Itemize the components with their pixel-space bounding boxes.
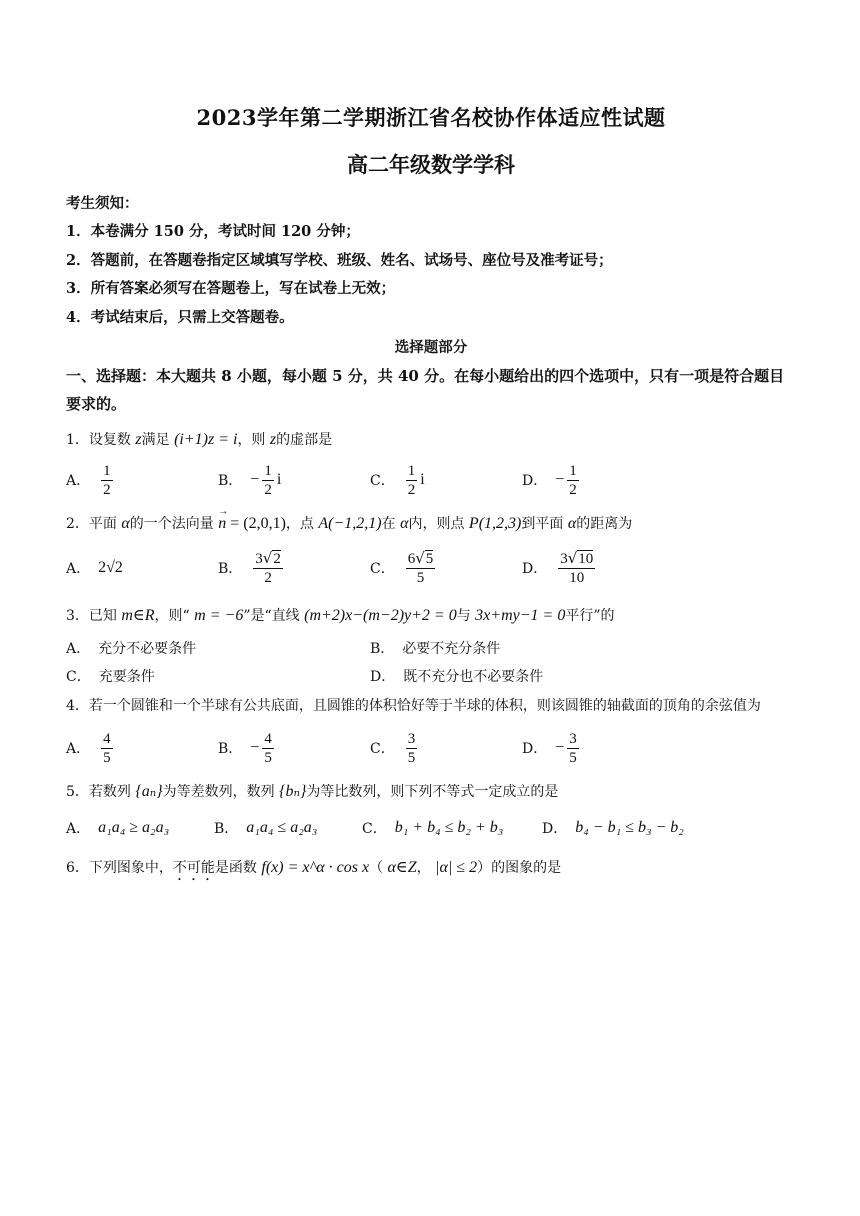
option-a[interactable]: A． a₁a₄ ≥ a₂a₃ [66, 819, 170, 837]
option-b[interactable]: B． $\frac{3√2}{2}$ [218, 549, 281, 586]
section-title: 选择题部分 [394, 339, 468, 356]
option-c[interactable]: C． $\frac{6√5}{5}$ [370, 549, 434, 586]
option-b[interactable]: B． 必要不充分条件 [370, 641, 501, 657]
option-a[interactable]: A． 2√2 [66, 559, 123, 577]
option-d[interactable]: D． − $\frac{1}{2}$ [522, 462, 577, 498]
question-2: 2．平面 α的一个法向量 → n = (2,0,1)，点 A(−1,2,1)在 α内，则点 P(1,2,3)到平面 α的距离为 [66, 512, 796, 536]
question-1: 1．设复数 z满足 (i+1)z = i，则 z的虚部是 [66, 431, 333, 448]
notice-item: 1．本卷满分 150 分，考试时间 120 分钟； [66, 223, 360, 240]
question-1-options [66, 458, 796, 502]
question-4: 4．若一个圆锥和一个半球有公共底面，且圆锥的体积恰好等于半球的体积，则该圆锥的轴截面的顶角的余弦值为 [66, 698, 761, 714]
emphasis-text: 不可能 [172, 860, 215, 876]
section-description: 一、选择题：本大题共 8 小题，每小题 5 分，共 40 分。在每小题给出的四个选项中，只有一项是符合题目要求的。 [66, 367, 785, 413]
option-d[interactable]: D． $\frac{3√10}{10}$ [522, 549, 594, 586]
option-c[interactable]: C． $\frac{1}{2}$ i [370, 462, 425, 498]
notice-item: 2．答题前，在答题卷指定区域填写学校、班级、姓名、试场号、座位号及准考证号； [66, 251, 613, 269]
exam-subtitle: 高二年级数学学科 [347, 152, 515, 177]
option-c[interactable]: C． $\frac{3}{5}$ [370, 730, 416, 766]
option-d[interactable]: D． 既不充分也不必要条件 [370, 669, 544, 685]
notice-item: 4．考试结束后，只需上交答题卷。 [66, 308, 294, 326]
exam-title: 2023学年第二学期浙江省名校协作体适应性试题 [196, 105, 666, 130]
question-5: 5．若数列 {aₙ}为等差数列，数列 {bₙ}为等比数列，则下列不等式一定成立的是 [66, 783, 559, 800]
option-c[interactable]: C． 充要条件 [66, 669, 155, 685]
notice-item: 3．所有答案必须写在答题卷上，写在试卷上无效； [66, 280, 396, 297]
option-d[interactable]: D． b₄ − b₁ ≤ b₃ − b₂ [542, 819, 684, 837]
notice-heading: 考生须知： [66, 195, 139, 212]
question-6: 6．下列图象中，不可能是函数 f(x) = x^α · cos x（ α∈Z， |α| ≤ 2）的图象的是 [66, 859, 562, 876]
math-expression: (i+1)z = i [174, 431, 238, 448]
option-c[interactable]: C． b₁ + b₄ ≤ b₂ + b₃ [362, 819, 504, 837]
option-b[interactable]: B． − $\frac{1}{2}$ i [218, 462, 282, 498]
normal-vector: → n [218, 512, 226, 536]
question-3-options-row1 [66, 634, 796, 662]
option-a[interactable]: A． $\frac{1}{2}$ [66, 462, 111, 498]
option-a[interactable]: A． 充分不必要条件 [66, 641, 197, 657]
function-expression: f(x) = x^α · cos x [261, 859, 370, 876]
question-2-options [66, 542, 796, 594]
exam-page [66, 100, 796, 884]
question-3-options-row2 [66, 662, 796, 690]
option-a[interactable]: A． $\frac{4}{5}$ [66, 730, 111, 766]
option-b[interactable]: B． a₁a₄ ≤ a₂a₃ [214, 819, 318, 837]
option-d[interactable]: D． − $\frac{3}{5}$ [522, 730, 577, 766]
option-b[interactable]: B． − $\frac{4}{5}$ [218, 730, 272, 766]
question-5-options [66, 810, 796, 846]
question-3: 3．已知 m∈R，则“ m = −6”是“直线 (m+2)x−(m−2)y+2 = 0与 3x+my−1 = 0平行”的 [66, 607, 615, 624]
question-4-options [66, 726, 796, 770]
